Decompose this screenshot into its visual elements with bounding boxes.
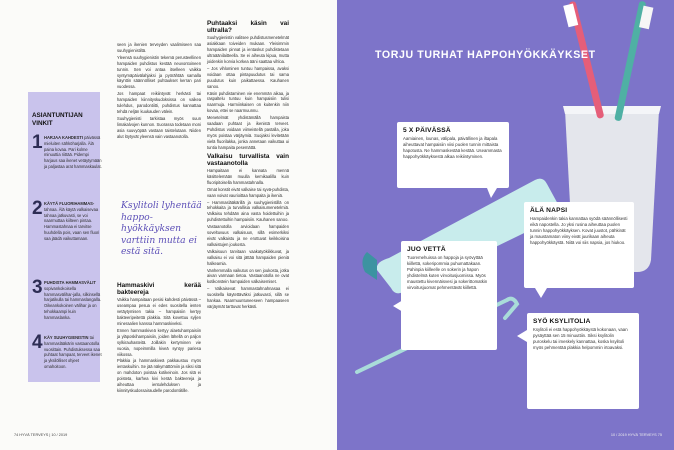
section-heading: Hammaskivi kerää bakteereja (117, 282, 201, 297)
tip-body: tai hammaslääkärin vastaanotolla vuosittain. Puhdistuksessa saa puhtaat hampaat, terveet ikenet ja yksilölliset ohjeet omahoitoon. (44, 335, 102, 369)
tip-heading: HARJAA KAHDESTI (44, 135, 83, 140)
bubble-tail (535, 288, 547, 298)
page-footer: 74 HYVÄ TERVEYS | 10 / 2019 (14, 433, 68, 437)
tip-number: 1 (32, 132, 43, 153)
section-heading: Valkaisu turvallista vain vastaanotolla (207, 152, 289, 167)
paragraph: Vastaanotolla arvioidaan hampaiden soveltuvuus valkaisuun, sillä esimerkiksi eivät valkaistu ja ne erottuvat keikkoisina valkaistujen joukosta. (207, 224, 289, 247)
paragraph: Vanhemmalla vaikutus on sen joukosta, jotka aivan varmaan tietoa. Vastaanotolla ne ovat kotikonstein hampaiden valkaisemiset. (207, 267, 289, 285)
bubble-text: Tuoremehuissa on happoja ja syövyttää kiillettä, sokeripommia puhumattakaan. Pahinpia kiilleelle on sokerin ja hapon yhdistelmä kuten virvoitusjuomissa. Myös maustettu kivennäisvesi ja sokerittomatkin virvoitusjuomat pehmentävät kiillettä. (407, 255, 488, 290)
paragraph: Valkaisuun tarvitaan vaakatyökiikkuvat, ja valkaisu ei voi sitä jättää hampaiden pieniä halkeamia. (207, 248, 289, 266)
bubble-text: Aamiainen, lounas, välipala, päivällinen ja iltapala aiheuttavat hampaisiin viisi puolen tunnin mittaista hapotusta. Ne hammaskestää kestää. Useammasta happohyökkäyksestä alkaa reikiintyminen. (403, 136, 502, 159)
tip-heading: PUHDISTA HAMMASVÄLIT (44, 280, 96, 285)
paragraph: Omat konstit eivät valkaise tai syvä-puhdista, vaan voivat vaurioittaa hampaita ja ikeniä. (207, 186, 289, 198)
bubble-tail (517, 330, 527, 342)
info-bubble-juo-vetta (401, 241, 497, 350)
paragraph: – Jos vihlominen tuntuu hampaissa, avaksi voidaan ottaa pintapuudutus tai sama puudutus kuin paikattaessa. Kauhanen sanoo. (207, 65, 289, 89)
info-bubble-ksylitoli (527, 313, 639, 409)
paragraph: Jos hampaat reikiintyvät herkästi tai hampaiden kiinnityskudoksissa on vaikea tulehdus, parodontiitti, puhdistus kannattaa tehdä neljän kuukauden välein. (117, 91, 201, 114)
paragraph: Plakkia ja hammaskiveä pakkaustuu myös ientaskuihin. Se jää näkymättömiin ja siksi sitä on mahdoton poistaa kotikeinoin. Jos sitä ei poisteta, karhea kivi kerää bakteereja ja aiheuttaa ientulehduksen ja kiinnityskudossairaudelle parodontiitille. (117, 358, 201, 393)
paragraph: Yleensä suuhygienistin tekemä perusteellinen hampaiden puhdistus kestää neuvontoineen tunnin. Sen voi antaa itselleen vaikka syntymäpäivälahjaksi ja pyörähtää samalla käynttin säännölliset puhtaukset kerran pari vuodessa. (117, 54, 201, 90)
sidebar-title: ASIANTUNTIJAN VINKIT (32, 112, 83, 127)
bubble-text: Ksylitoli ei estä happohyökkäystä kokonaan, vaan pysäyttää sen 15 minuuttiin. Siksi ksylitolin puroskelu tai imeskely kannattaa, koska ksylitoli myös pehmentää plakkia helpommin irtoavaksi. (533, 327, 628, 350)
paragraph: Suuhygienistin valitsee puhdistusmenetelmät asiakkaan toiveiden mukaan. Yleisimmin hampaiden pinnat ja ientaskut puhdistetaan ultraäänilaitteella. Se ei aiheuta kipua, mutta joidenkin korvia korkea ääni saattaa vihloa. (207, 35, 289, 65)
article-column-2 (117, 42, 201, 141)
pull-quote: Ksylitoli lyhentää happo-hyökkäyksen varttiin mutta ei estä sitä. (121, 200, 202, 257)
paragraph: Menetelmät yhdistämällä hampaista saadaan puhtaat ja ikenistä terveet. Puhdistus voidaan viimeistellä pastalla, joka myös poistaa värjäymiä. Suojaksi levitetään vielä fluorilakka, jonka annetaan vaikuttaa ui tuntia hampaita pesemättä. (207, 115, 289, 150)
info-bubble-ala-napsi (524, 202, 634, 288)
bubble-title: JUO VETTÄ (407, 246, 446, 253)
paragraph: Vaikka hampaitaan pesisi kahdesti päivässä – useampaa pesua ei edes suositella ienten vetäytymisen takia – hampaisiin kertyy bakteeripeitettä plakkia. Sitä kovettuu syljen mineraalien kanssa hammaskiveksi. (117, 297, 201, 327)
tip-heading: KÄYTÄ FLUORIHAMMAS- (44, 201, 95, 206)
dental-floss-loop (505, 299, 517, 318)
bubble-text: Hampaidenkin takia kannattaa syödä säännöllisesti eikä napostella. Jo yksi rusina aiheuttaa puolen tunnin happohyökkäyksen. Kovat juustot, pähkinät ja maustamaton viiny eivät juurikaan aiheuta happohyökkäystä. Niitä voi siis napsia, jos hiukoo. (530, 216, 628, 245)
section-heading: Puhtaaksi käsin vai ultralla? (207, 20, 289, 35)
bubble-tail (487, 188, 497, 198)
tip-body: päivässä mieluiten sähköharjalla. Älä paina kovaa. Pari kolme minuuttia riittää. Pidempi harjaus saa ikenet vetäytymään ja paljastaa arat hammaskaulat. (44, 135, 102, 169)
tip-number: 3 (32, 277, 43, 298)
page-footer: 10 / 2019 HYVÄ TERVEYS 75 (610, 433, 662, 437)
bubble-title: 5 X PÄIVÄSSÄ (403, 127, 451, 134)
paragraph: – Hammaslääkärillä ja suuhygienistillä on tehokkaita ja turvallisia valkaisumenetelmiä. Valkaisu tehdään aina vasta hoidettuihin ja puhdistettuihin hampaisiin. Kauhanen sanoo. (207, 199, 289, 223)
article-column-2-lower (117, 280, 201, 395)
tip-number: 2 (32, 198, 43, 219)
paragraph: seen ja ikenien terveyden vaalimiseen saa suuhygienistiltä. (117, 42, 201, 53)
info-bubble-5x (397, 122, 509, 188)
paragraph: Ennen hammaskiveä kertyy alaetuhampaisiin ja yläposkihampaisiin, joiden lähellä on paljon sylkirauhasteitä. Joillakin kertyminen vie vuosia, nopeimmilla kiveä syntyy pariesa viikossa. (117, 327, 201, 357)
bubble-title: ÄLÄ NAPSI (530, 207, 568, 214)
tip-number: 4 (32, 332, 43, 353)
toothpaste-cap (362, 252, 377, 280)
tip-body: tahnaa. Älä käytä valkaisevaa tahnaa jatkuvasti, se voi naarmuttaa kiilteen pintaa. Hammastahnaa ei tarvitse huuhdella pois, vaan sen fluori saa jäädä vaikuttamaan. (44, 206, 100, 241)
article-column-3 (207, 18, 289, 311)
tip-body: sopivankokoisella hammasvälihar-jalla, silkinsellä harjatikulla tai hammaslangalla. Oikeankokoinen välihar ja on tehokkaampi kuin hammaslanka. (44, 285, 102, 320)
paragraph: Hampaitaan ei kannata mennä käsittelemään muulla kemikaalilla kuin fluoripitoisella hammastahnalla. (207, 168, 289, 185)
paragraph: Suuhygienisti tarkistaa myös suun limakalvojen kunnon. Suorassa todetaan moni asia suuvyöpää vastaan taistelutaan. Niiden alut löytyvät yleensä vain vastaanotolla. (117, 115, 201, 139)
bubble-title: SYÖ KSYLITOLIA (533, 318, 591, 325)
page-title: TORJU TURHAT HAPPOHYÖKKÄYKSET (375, 49, 596, 61)
paragraph: – Valkaisevat hammastahnahnasaa ei suositella käytettäväksi jatkuvasti, sillä se hankaa. Naarmuuntuneeseen hampaaseen värjäymät tarttuvat herkästi. (207, 286, 289, 309)
right-page (337, 0, 674, 450)
cup-rim (563, 106, 661, 114)
paragraph: Käsin puhdistaminen vie enemmän aikaa, ja raspaltelu tuntuu kuin hampaisiin tulisi naarmuja. Harmiinkaisen on kuitenkin niin kovaa, ettei se naarmuunnu. (207, 90, 289, 114)
tip-heading: KÄY SUUHYGIENISTIN (44, 335, 89, 340)
